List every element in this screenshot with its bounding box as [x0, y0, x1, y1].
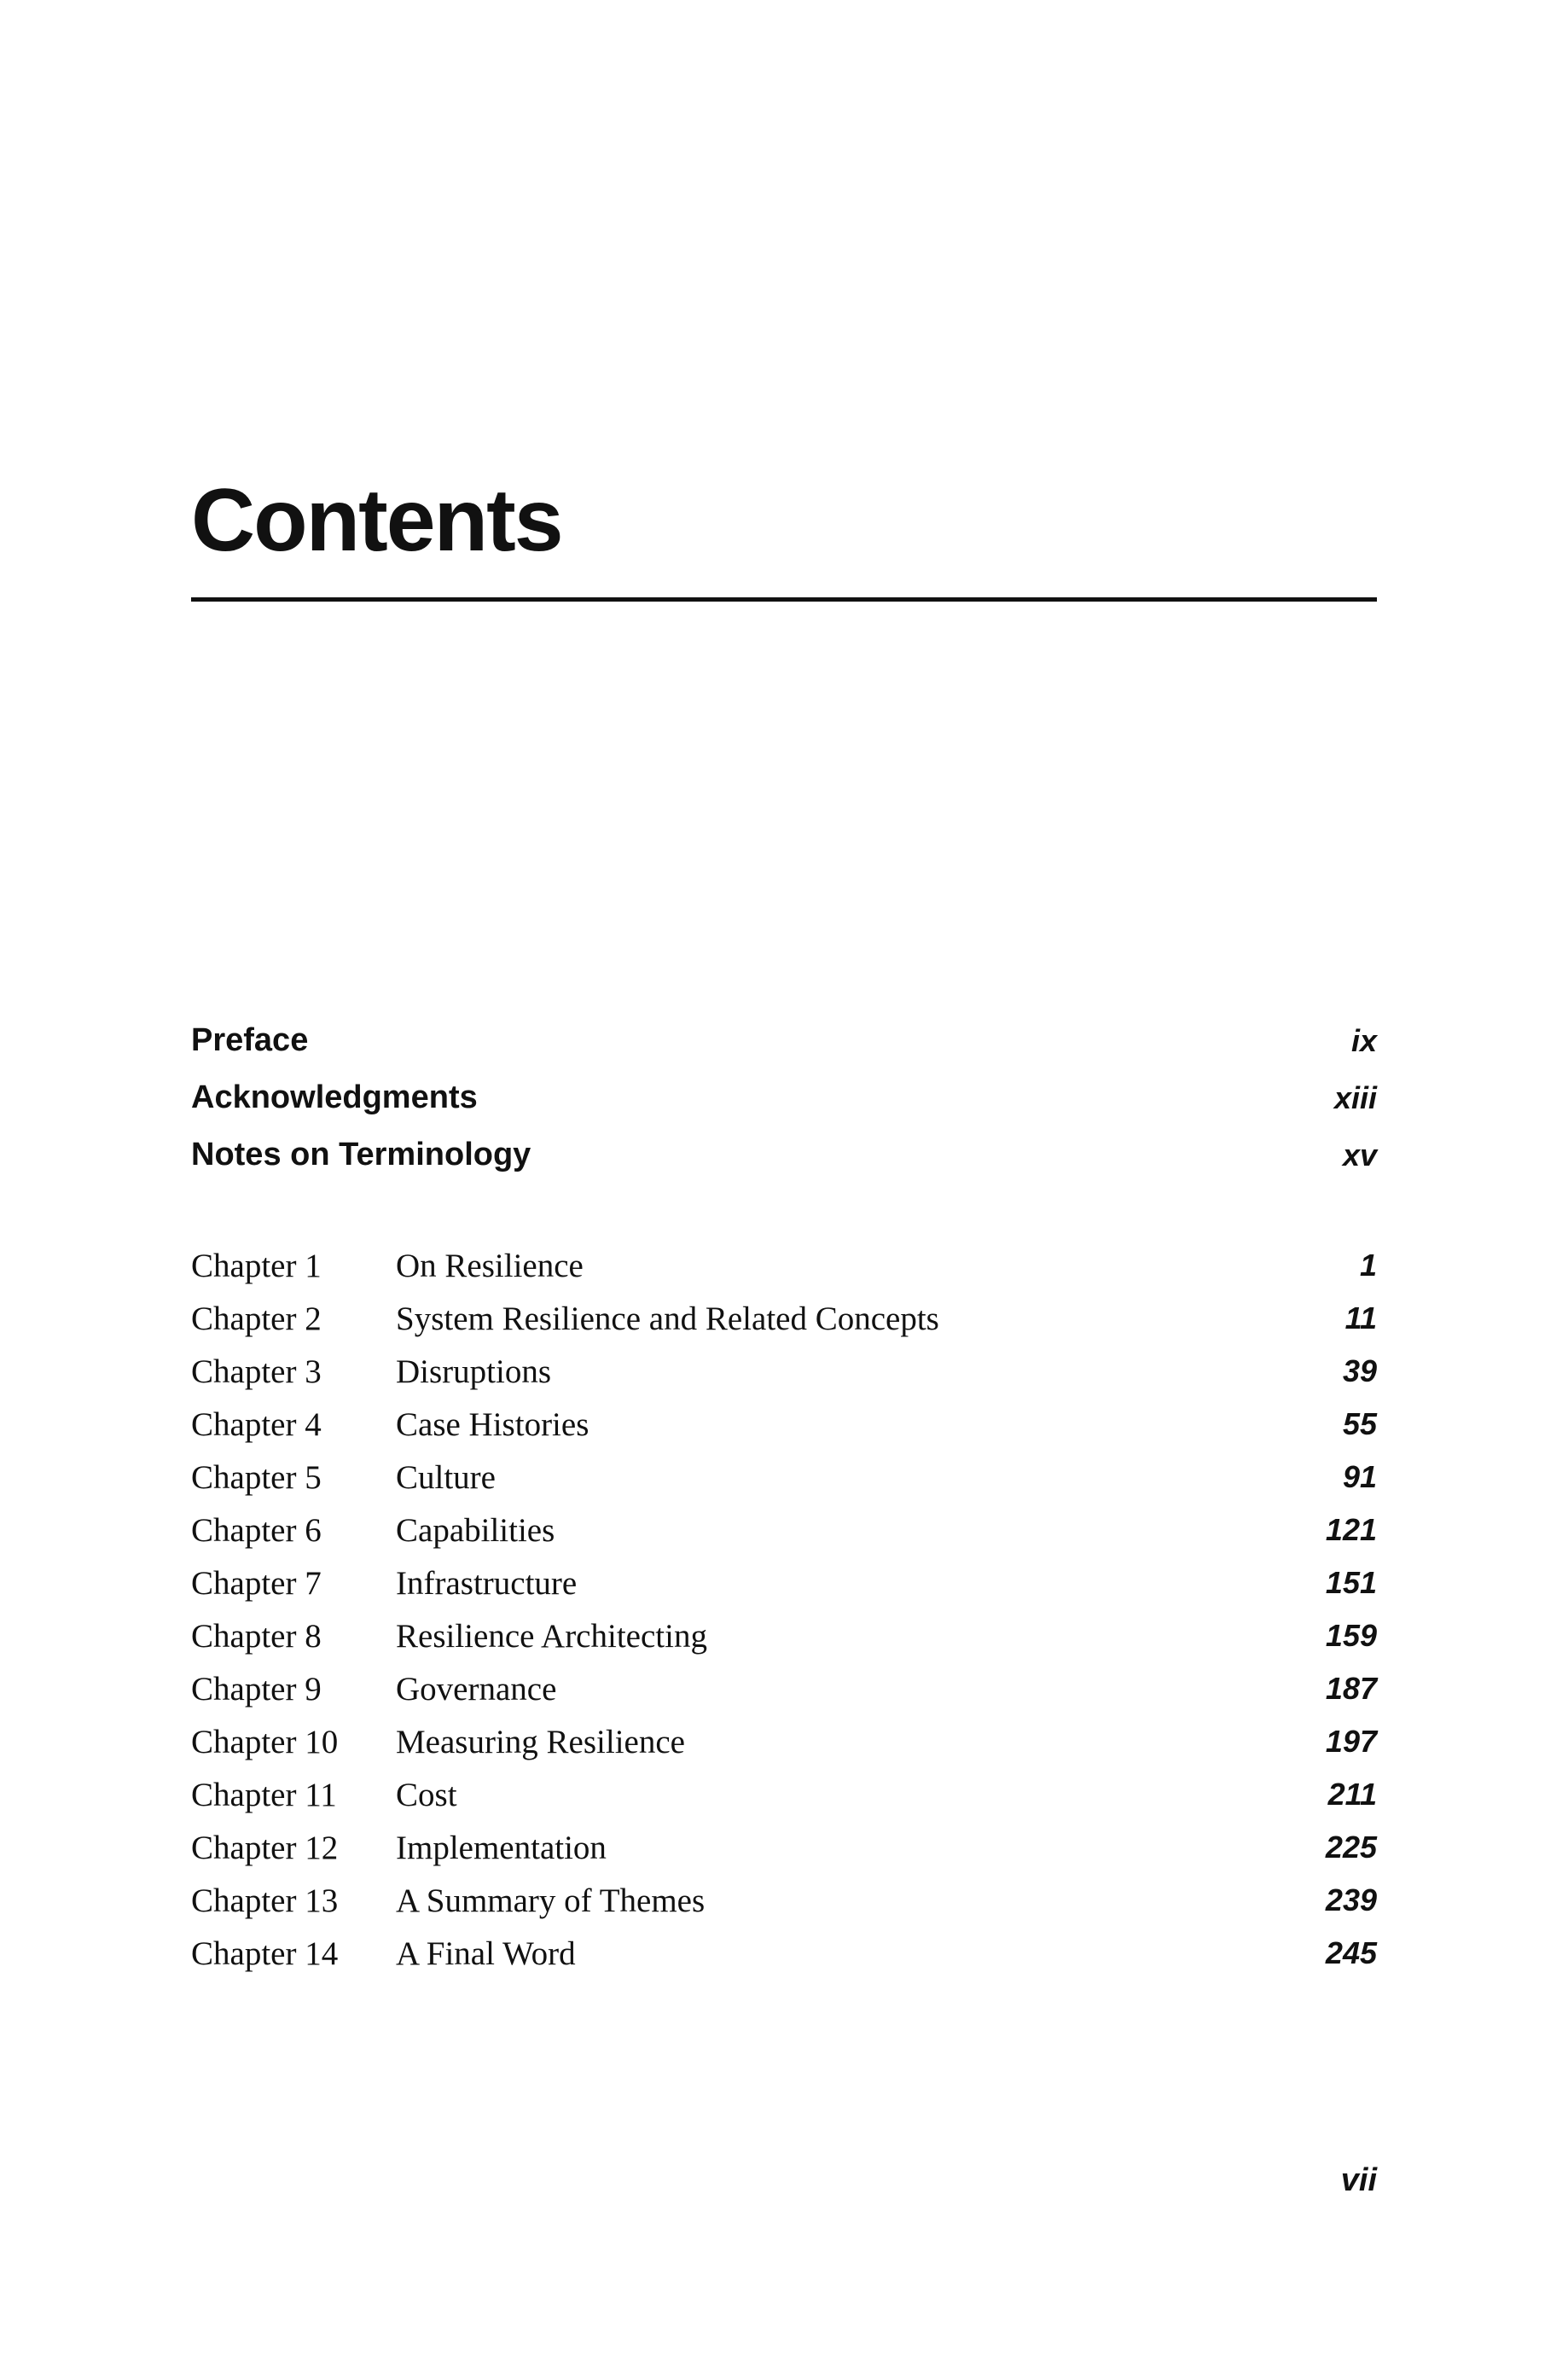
chapter-title: On Resilience: [396, 1247, 584, 1284]
chapter-row-7[interactable]: [191, 1556, 1377, 1609]
page-number: vii: [1340, 2162, 1377, 2198]
chapter-row-4[interactable]: [191, 1398, 1377, 1451]
chapter-label: Chapter 12: [191, 1829, 339, 1866]
front-matter-label: Acknowledgments: [191, 1079, 478, 1115]
chapter-label: Chapter 11: [191, 1776, 337, 1813]
chapter-row-9[interactable]: [191, 1662, 1377, 1715]
chapter-page: 11: [1344, 1300, 1377, 1335]
front-matter-label: Notes on Terminology: [191, 1137, 531, 1172]
page-title: Contents: [191, 471, 562, 570]
chapter-row-3[interactable]: [191, 1345, 1377, 1398]
chapter-title: System Resilience and Related Concepts: [396, 1300, 939, 1337]
chapter-title: Resilience Architecting: [396, 1617, 707, 1655]
chapter-title: Disruptions: [396, 1353, 552, 1390]
chapter-row-10[interactable]: [191, 1715, 1377, 1768]
chapter-row-6[interactable]: [191, 1504, 1377, 1556]
chapter-page: 225: [1325, 1830, 1377, 1865]
chapter-list: [191, 1239, 1377, 1980]
chapter-title: Capabilities: [396, 1511, 555, 1549]
chapter-label: Chapter 13: [191, 1882, 339, 1919]
front-matter-list: [191, 1012, 1377, 1184]
chapter-page: 1: [1359, 1248, 1377, 1283]
chapter-title: A Summary of Themes: [396, 1882, 706, 1919]
chapter-row-12[interactable]: [191, 1821, 1377, 1874]
chapter-title: Case Histories: [396, 1405, 589, 1443]
chapter-label: Chapter 7: [191, 1564, 322, 1602]
chapter-row-1[interactable]: [191, 1239, 1377, 1292]
front-matter-item-notes-on-terminology[interactable]: [191, 1126, 1377, 1184]
chapter-row-8[interactable]: [191, 1609, 1377, 1662]
chapter-title: Implementation: [396, 1829, 607, 1866]
chapter-page: 39: [1342, 1353, 1377, 1388]
chapter-label: Chapter 8: [191, 1617, 322, 1655]
chapter-page: 55: [1342, 1406, 1377, 1441]
title-rule: [191, 597, 1377, 602]
front-matter-page: xv: [1342, 1137, 1377, 1172]
chapter-title: Governance: [396, 1670, 557, 1708]
chapter-page: 239: [1325, 1882, 1377, 1917]
chapter-page: 245: [1325, 1935, 1377, 1970]
chapter-row-13[interactable]: [191, 1874, 1377, 1927]
chapter-label: Chapter 6: [191, 1511, 322, 1549]
chapter-title: Cost: [396, 1776, 457, 1813]
chapter-page: 197: [1325, 1724, 1377, 1759]
chapter-page: 159: [1325, 1618, 1377, 1653]
front-matter-item-acknowledgments[interactable]: [191, 1069, 1377, 1126]
chapter-label: Chapter 9: [191, 1670, 322, 1708]
chapter-title: Culture: [396, 1458, 496, 1496]
chapter-row-5[interactable]: [191, 1451, 1377, 1504]
chapter-page: 91: [1342, 1459, 1377, 1494]
chapter-title: Measuring Resilience: [396, 1723, 685, 1760]
chapter-title: Infrastructure: [396, 1564, 578, 1602]
chapter-row-2[interactable]: [191, 1292, 1377, 1345]
chapter-label: Chapter 4: [191, 1405, 322, 1443]
front-matter-page: xiii: [1333, 1079, 1377, 1115]
chapter-row-11[interactable]: [191, 1768, 1377, 1821]
chapter-page: 187: [1325, 1671, 1377, 1706]
chapter-label: Chapter 10: [191, 1723, 339, 1760]
chapter-row-14[interactable]: [191, 1927, 1377, 1980]
chapter-label: Chapter 3: [191, 1353, 322, 1390]
chapter-page: 121: [1325, 1512, 1377, 1547]
chapter-label: Chapter 2: [191, 1300, 322, 1337]
front-matter-page: ix: [1350, 1022, 1377, 1058]
front-matter-item-preface[interactable]: [191, 1012, 1377, 1069]
front-matter-label: Preface: [191, 1022, 309, 1058]
chapter-page: 151: [1325, 1565, 1377, 1600]
chapter-label: Chapter 1: [191, 1247, 322, 1284]
chapter-title: A Final Word: [396, 1935, 576, 1972]
chapter-page: 211: [1327, 1777, 1377, 1812]
chapter-label: Chapter 14: [191, 1935, 339, 1972]
chapter-label: Chapter 5: [191, 1458, 322, 1496]
